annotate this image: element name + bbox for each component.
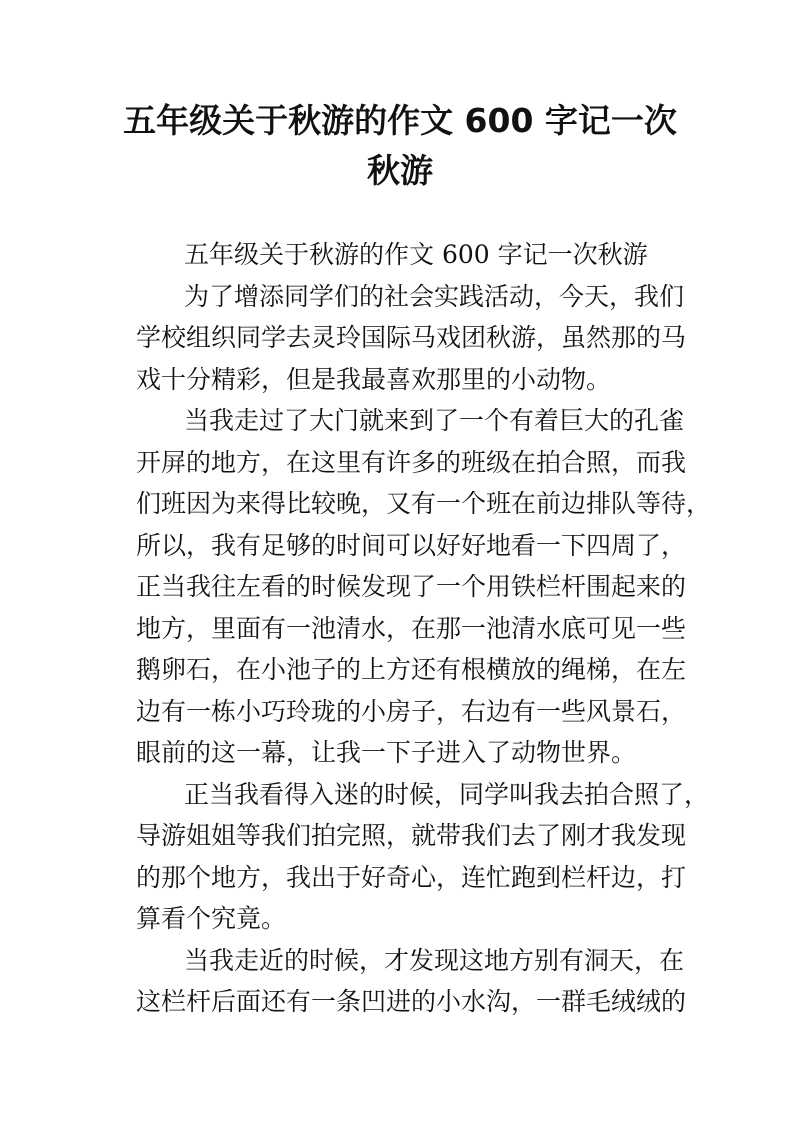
text-line: 们班因为来得比较晚，又有一个班在前边排队等待， — [136, 489, 712, 518]
title-line: 五年级关于秋游的作文 600 字记一次 — [123, 101, 677, 140]
text-line: 的那个地方，我出于好奇心，连忙跑到栏杆边，打 — [136, 862, 687, 892]
document-body — [136, 234, 712, 1023]
text-line: 当我走过了大门就来到了一个有着巨大的孔雀 — [184, 406, 685, 435]
text-line: 算看个究竟。 — [136, 904, 287, 933]
text-line: 地方，里面有一池清水，在那一池清水底可见一些 — [136, 613, 687, 643]
text-line: 开屏的地方，在这里有许多的班级在拍合照，而我 — [136, 447, 687, 477]
text-line: 导游姐姐等我们拍完照，就带我们去了刚才我发现 — [136, 821, 687, 850]
text-line: 当我走近的时候，才发现这地方别有洞天，在 — [184, 945, 685, 975]
text-line: 眼前的这一幕，让我一下子进入了动物世界。 — [136, 738, 637, 767]
text-line: 学校组织同学去灵玲国际马戏团秋游，虽然那的马 — [136, 323, 687, 352]
text-line: 这栏杆后面还有一条凹进的小水沟，一群毛绒绒的 — [136, 987, 687, 1016]
paragraph — [136, 234, 676, 276]
paragraph — [136, 276, 687, 401]
text-line: 五年级关于秋游的作文 600 字记一次秋游 — [184, 240, 648, 269]
text-line: 正当我往左看的时候发现了一个用铁栏杆围起来的 — [136, 572, 687, 601]
text-line: 正当我看得入迷的时候，同学叫我去拍合照了， — [184, 779, 710, 809]
paragraph — [136, 940, 687, 1023]
title-line: 秋游 — [367, 151, 433, 190]
text-line: 戏十分精彩，但是我最喜欢那里的小动物。 — [136, 364, 612, 394]
text-line: 边有一栋小巧玲珑的小房子，右边有一些风景石， — [136, 696, 687, 726]
paragraph — [136, 400, 712, 774]
paragraph — [136, 774, 710, 940]
document-title — [120, 96, 680, 196]
text-line: 为了增添同学们的社会实践活动，今天，我们 — [184, 281, 685, 311]
text-line: 所以，我有足够的时间可以好好地看一下四周了， — [136, 530, 687, 560]
text-line: 鹅卵石，在小池子的上方还有根横放的绳梯，在左 — [136, 655, 687, 684]
